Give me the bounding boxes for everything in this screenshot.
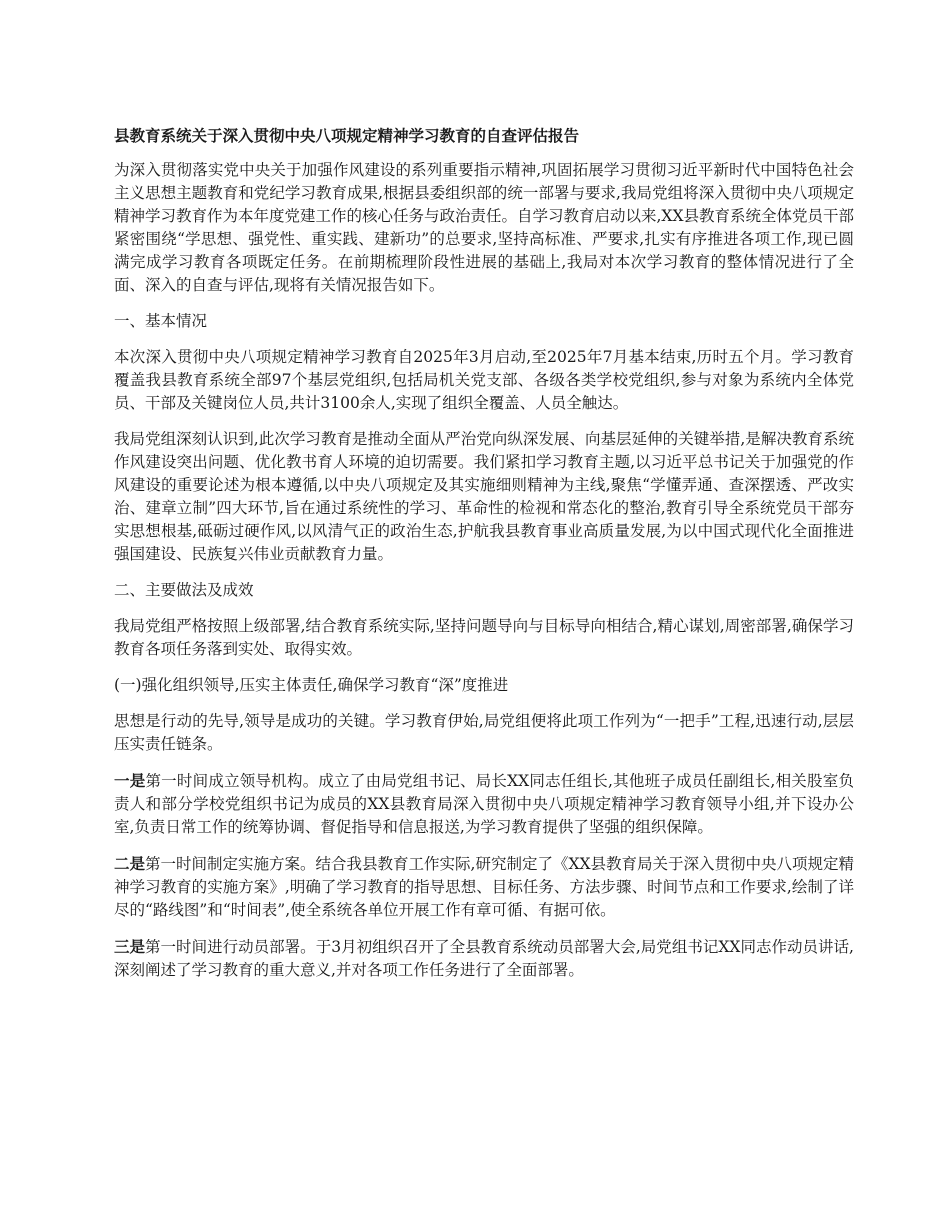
item-2-text: 第一时间制定实施方案。结合我县教育工作实际,研究制定了《XX县教育局关于深入贯彻中央八项规定精神学习教育的实施方案》,明确了学习教育的指导思想、目标任务、方法步骤、时间节点和工作要求,绘制了详尽的“路线图”和“时间表”,使全系统各单位开展工作有章可循、有据可依。	[114, 855, 855, 919]
section-1-paragraph-2: 我局党组深刻认识到,此次学习教育是推动全面从严治党向纵深发展、向基层延伸的关键举措,是解决教育系统作风建设突出问题、优化教书育人环境的迫切需要。我们紧扣学习教育主题,以习近平总书记关于加强党的作风建设的重要论述为根本遵循,以中央八项规定及其实施细则精神为主线,聚焦“学懂弄通、查深摆透、严改实治、建章立制”四大环节,旨在通过系统性的学习、革命性的检视和常态化的整治,教育引导全系统党员干部夯实思想根基,砥砺过硬作风,以风清气正的政治生态,护航我县教育事业高质量发展,为以中国式现代化全面推进强国建设、民族复兴伟业贡献教育力量。	[114, 430, 854, 563]
item-2-lead: 二是	[114, 854, 146, 873]
section-2-heading: 二、主要做法及成效	[114, 581, 254, 599]
subsection-1-paragraph: 思想是行动的先导,领导是成功的关键。学习教育伊始,局党组便将此项工作列为“一把手”工程,迅速行动,层层压实责任链条。	[114, 712, 854, 753]
item-2-paragraph	[114, 852, 854, 922]
section-2-paragraph-1: 我局党组严格按照上级部署,结合教育系统实际,坚持问题导向与目标导向相结合,精心谋划,周密部署,确保学习教育各项任务落到实处、取得实效。	[114, 617, 854, 658]
intro-paragraph: 为深入贯彻落实党中央关于加强作风建设的系列重要指示精神,巩固拓展学习贯彻习近平新时代中国特色社会主义思想主题教育和党纪学习教育成果,根据县委组织部的统一部署与要求,我局党组将深入贯彻中央八项规定精神学习教育作为本年度党建工作的核心任务与政治责任。自学习教育启动以来,XX县教育系统全体党员干部紧密围绕“学思想、强党性、重实践、建新功”的总要求,坚持高标准、严要求,扎实有序推进各项工作,现已圆满完成学习教育各项既定任务。在前期梳理阶段性进展的基础上,我局对本次学习教育的整体情况进行了全面、深入的自查与评估,现将有关情况报告如下。	[114, 161, 854, 294]
item-1-paragraph	[114, 769, 854, 839]
subsection-1-heading: (一)强化组织领导,压实主体责任,确保学习教育“深”度推进	[114, 676, 509, 694]
section-1-heading: 一、基本情况	[114, 312, 208, 330]
document-title: 县教育系统关于深入贯彻中央八项规定精神学习教育的自查评估报告	[114, 126, 580, 145]
item-1-lead: 一是	[114, 771, 146, 790]
item-3-text: 第一时间进行动员部署。于3月初组织召开了全县教育系统动员部署大会,局党组书记XX同志作动员讲话,深刻阐述了学习教育的重大意义,并对各项工作任务进行了全面部署。	[114, 938, 854, 979]
item-3-paragraph	[114, 935, 854, 982]
section-1-paragraph-1: 本次深入贯彻中央八项规定精神学习教育自2025年3月启动,至2025年7月基本结束,历时五个月。学习教育覆盖我县教育系统全部97个基层党组织,包括局机关党支部、各级各类学校党组织,参与对象为系统内全体党员、干部及关键岗位人员,共计3100余人,实现了组织全覆盖、人员全触达。	[114, 348, 854, 412]
document-page	[114, 124, 854, 995]
item-1-text: 第一时间成立领导机构。成立了由局党组书记、局长XX同志任组长,其他班子成员任副组长,相关股室负责人和部分学校党组织书记为成员的XX县教育局深入贯彻中央八项规定精神学习教育领导小组,并下设办公室,负责日常工作的统筹协调、督促指导和信息报送,为学习教育提供了坚强的组织保障。	[114, 772, 854, 836]
item-3-lead: 三是	[114, 937, 146, 956]
